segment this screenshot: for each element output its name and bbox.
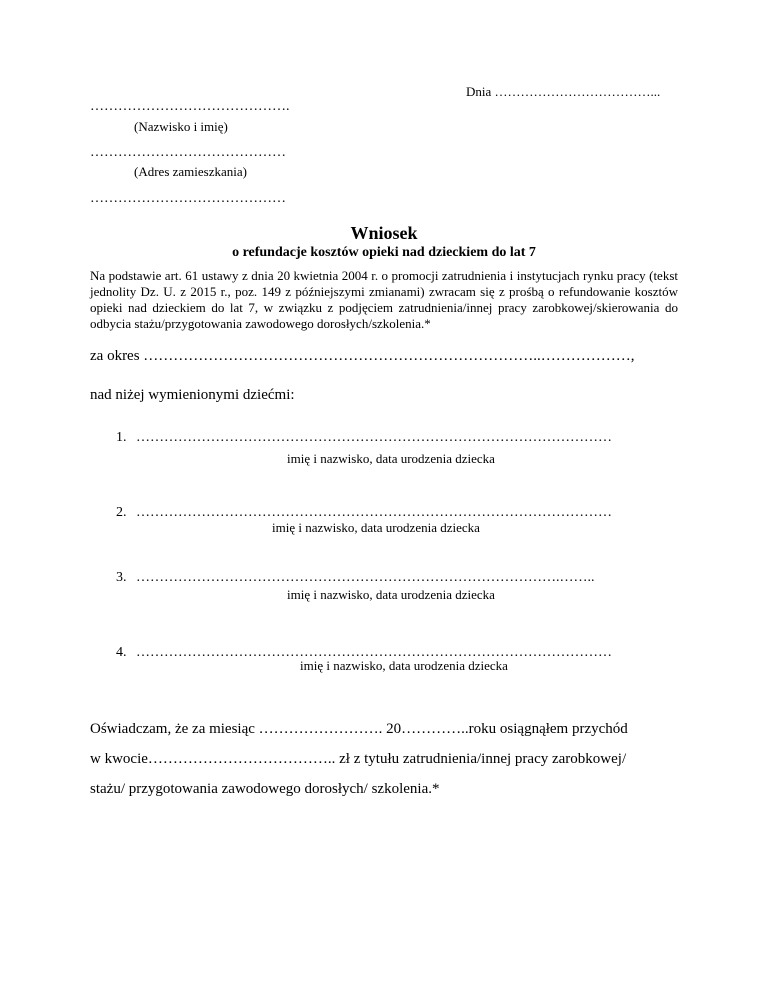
address-field-1[interactable]: …………………………………… bbox=[90, 145, 286, 160]
period-field[interactable]: za okres ……………………………………………………………………..………………, bbox=[90, 348, 635, 364]
child-number-1: 1. bbox=[116, 430, 127, 445]
address-field-2[interactable]: …………………………………… bbox=[90, 191, 286, 206]
child-field-1[interactable]: ………………………………………………………………………………………… bbox=[136, 430, 612, 445]
date-field[interactable]: ………………………………... bbox=[494, 84, 661, 99]
child-number-2: 2. bbox=[116, 505, 127, 520]
child-number-3: 3. bbox=[116, 570, 127, 585]
name-field[interactable]: ……………………………………. bbox=[90, 99, 290, 114]
child-caption-4: imię i nazwisko, data urodzenia dziecka bbox=[300, 658, 508, 673]
child-number-4: 4. bbox=[116, 645, 127, 660]
child-caption-1: imię i nazwisko, data urodzenia dziecka bbox=[287, 451, 495, 466]
child-field-4[interactable]: ………………………………………………………………………………………… bbox=[136, 645, 612, 660]
child-field-2[interactable]: ………………………………………………………………………………………… bbox=[136, 505, 612, 520]
document-title: Wniosek bbox=[350, 223, 418, 243]
declaration-line-1: Oświadczam, że za miesiąc ……………………. 20…………..roku osiągnąłem przychód bbox=[90, 721, 628, 737]
name-caption: (Nazwisko i imię) bbox=[134, 119, 228, 134]
document-subtitle: o refundacje kosztów opieki nad dzieckiem do lat 7 bbox=[232, 245, 536, 260]
child-caption-2: imię i nazwisko, data urodzenia dziecka bbox=[272, 520, 480, 535]
intro-paragraph: Na podstawie art. 61 ustawy z dnia 20 kwietnia 2004 r. o promocji zatrudnienia i instytucjach rynku pracy (tekst jednolity Dz. U. z 2015 r., poz. 149 z późniejszymi zmianami) zwracam się z prośbą o refundowanie kosztów opieki nad dzieckiem do lat 7, w związku z podjęciem zatrudnienia/innej pracy zarobkowej/skierowania do odbycia stażu/przygotowania zawodowego dorosłych/szkolenia.* bbox=[90, 268, 678, 331]
child-caption-3: imię i nazwisko, data urodzenia dziecka bbox=[287, 587, 495, 602]
child-field-3[interactable]: ……………………………………………………………………………….…….. bbox=[136, 570, 595, 585]
declaration-line-3: stażu/ przygotowania zawodowego dorosłych/ szkolenia.* bbox=[90, 781, 440, 797]
address-caption: (Adres zamieszkania) bbox=[134, 164, 247, 179]
date-label: Dnia bbox=[466, 84, 492, 99]
children-intro: nad niżej wymienionymi dziećmi: bbox=[90, 387, 295, 403]
date-line bbox=[466, 84, 660, 100]
declaration-line-2: w kwocie……………………………….. zł z tytułu zatrudnienia/innej pracy zarobkowej/ bbox=[90, 751, 627, 767]
